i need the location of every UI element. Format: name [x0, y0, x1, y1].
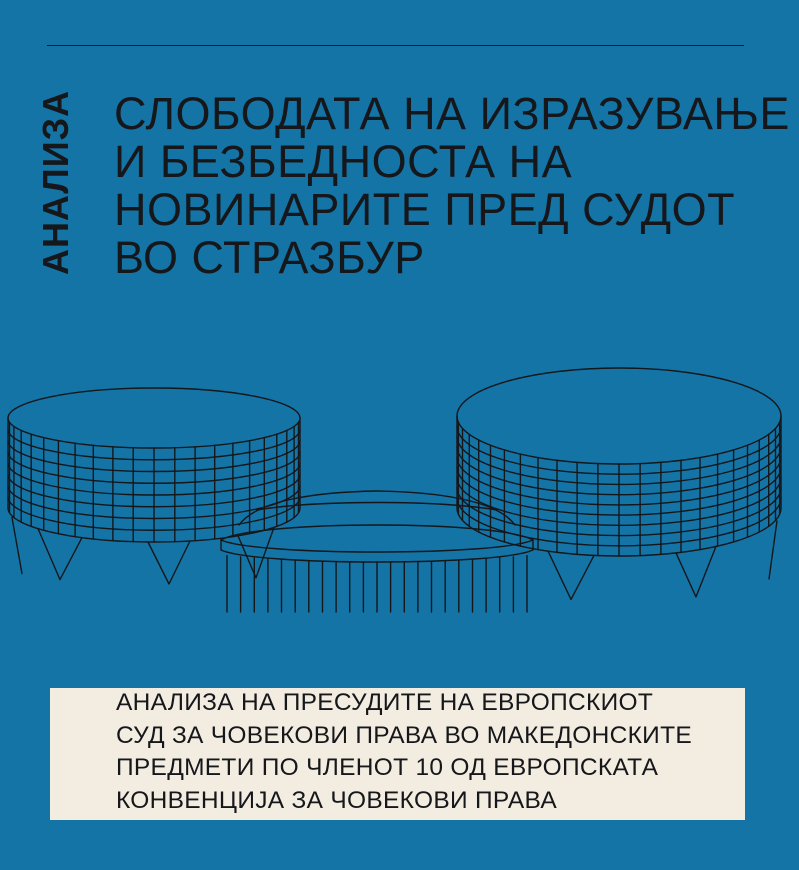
side-label: АНАЛИЗА	[35, 89, 76, 275]
drum-support	[148, 541, 190, 584]
cover-title	[114, 88, 790, 283]
title-line: СЛОБОДАТА НА ИЗРАЗУВАЊЕ	[114, 88, 790, 139]
drum-support	[548, 551, 594, 599]
cover-subtitle	[116, 687, 736, 817]
subtitle-line: АНАЛИЗА НА ПРЕСУДИТЕ НА ЕВРОПСКИОТ	[116, 689, 654, 716]
drum-support	[676, 546, 716, 597]
subtitle-line: СУД ЗА ЧОВЕКОВИ ПРАВА ВО МАКЕДОНСКИТЕ	[116, 721, 692, 749]
drum-top-edge	[457, 368, 781, 464]
court-building-illustration	[0, 350, 799, 620]
subtitle-line: КОНВЕНЦИЈА ЗА ЧОВЕКОВИ ПРАВА	[116, 786, 558, 814]
title-line: НОВИНАРИТЕ ПРЕД СУДОТ	[114, 184, 736, 235]
title-line: ВО СТРАЗБУР	[114, 232, 425, 283]
top-rule	[47, 45, 744, 46]
drum-support	[769, 521, 777, 579]
drum-support	[12, 518, 22, 574]
pavilion-eave	[221, 525, 533, 540]
subtitle-line: ПРЕДМЕТИ ПО ЧЛЕНОТ 10 ОД ЕВРОПСКАТА	[116, 754, 659, 781]
drum-top-edge	[8, 388, 300, 448]
title-line: И БЕЗБЕДНОСТА НА	[114, 136, 573, 187]
